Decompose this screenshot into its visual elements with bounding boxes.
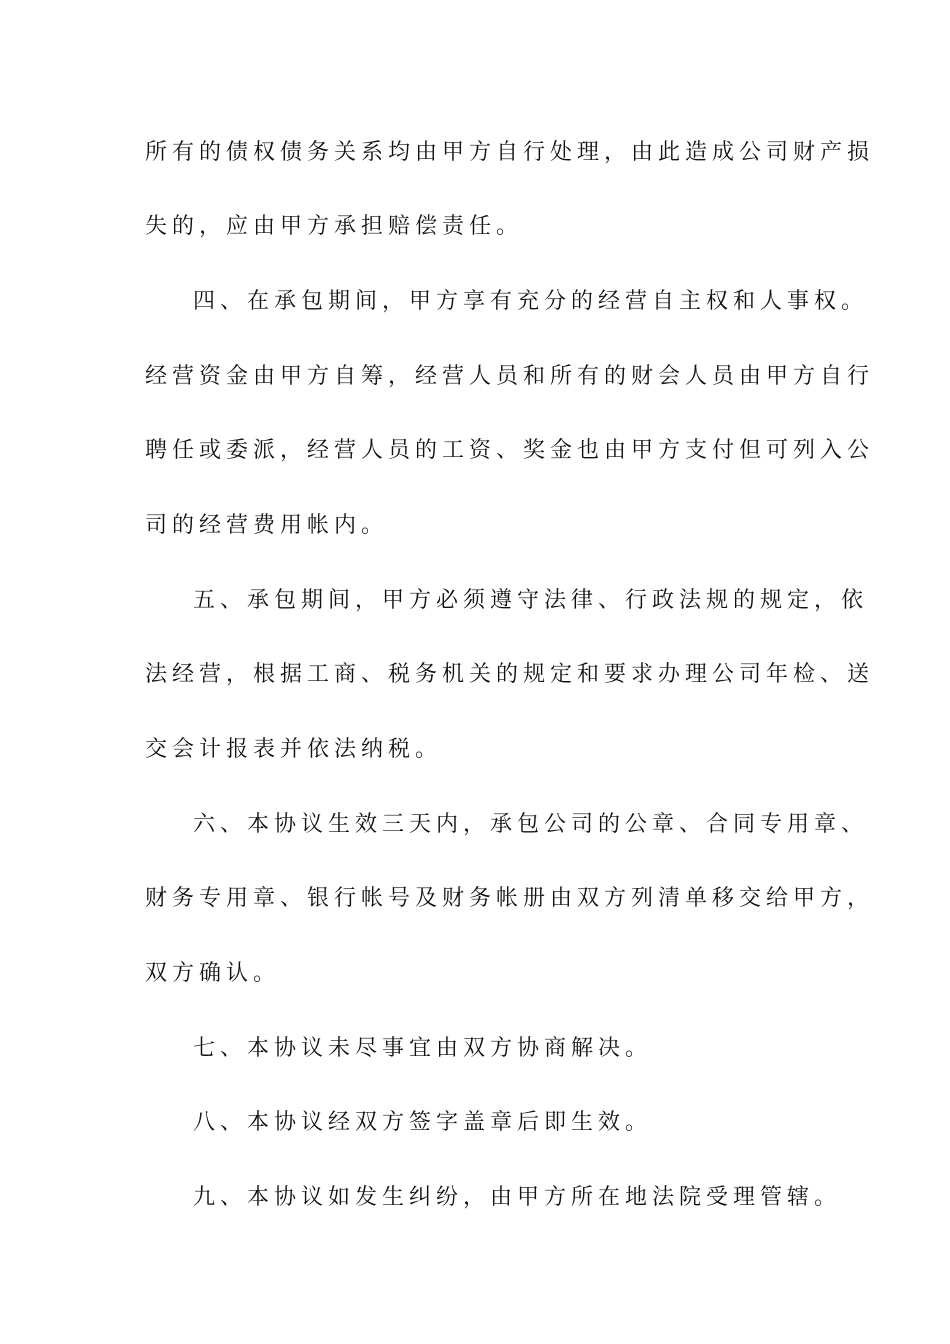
clause-4-line-2: 经营资金由甲方自筹，经营人员和所有的财会人员由甲方自行 <box>145 364 875 389</box>
paragraph-3-line-1: 所有的债权债务关系均由甲方自行处理，由此造成公司财产损 <box>145 140 875 165</box>
clause-8-line-1: 八、本协议经双方签字盖章后即生效。 <box>193 1110 653 1135</box>
clause-6-line-3: 双方确认。 <box>145 961 281 986</box>
clause-6-line-1: 六、本协议生效三天内，承包公司的公章、合同专用章、 <box>193 812 869 837</box>
clause-4-line-4: 司的经营费用帐内。 <box>145 513 389 538</box>
clause-7-line-1: 七、本协议未尽事宜由双方协商解决。 <box>193 1036 653 1061</box>
clause-9-line-1: 九、本协议如发生纠纷，由甲方所在地法院受理管辖。 <box>193 1185 842 1210</box>
clause-6-line-2: 财务专用章、银行帐号及财务帐册由双方列清单移交给甲方， <box>145 886 875 911</box>
clause-5-line-3: 交会计报表并依法纳税。 <box>145 737 443 762</box>
paragraph-3-line-2: 失的，应由甲方承担赔偿责任。 <box>145 214 524 239</box>
clause-4-line-1: 四、在承包期间，甲方享有充分的经营自主权和人事权。 <box>193 289 869 314</box>
clause-5-line-1: 五、承包期间，甲方必须遵守法律、行政法规的规定，依 <box>193 588 869 613</box>
clause-4-line-3: 聘任或委派，经营人员的工资、奖金也由甲方支付但可列入公 <box>145 438 875 463</box>
clause-5-line-2: 法经营，根据工商、税务机关的规定和要求办理公司年检、送 <box>145 662 875 687</box>
